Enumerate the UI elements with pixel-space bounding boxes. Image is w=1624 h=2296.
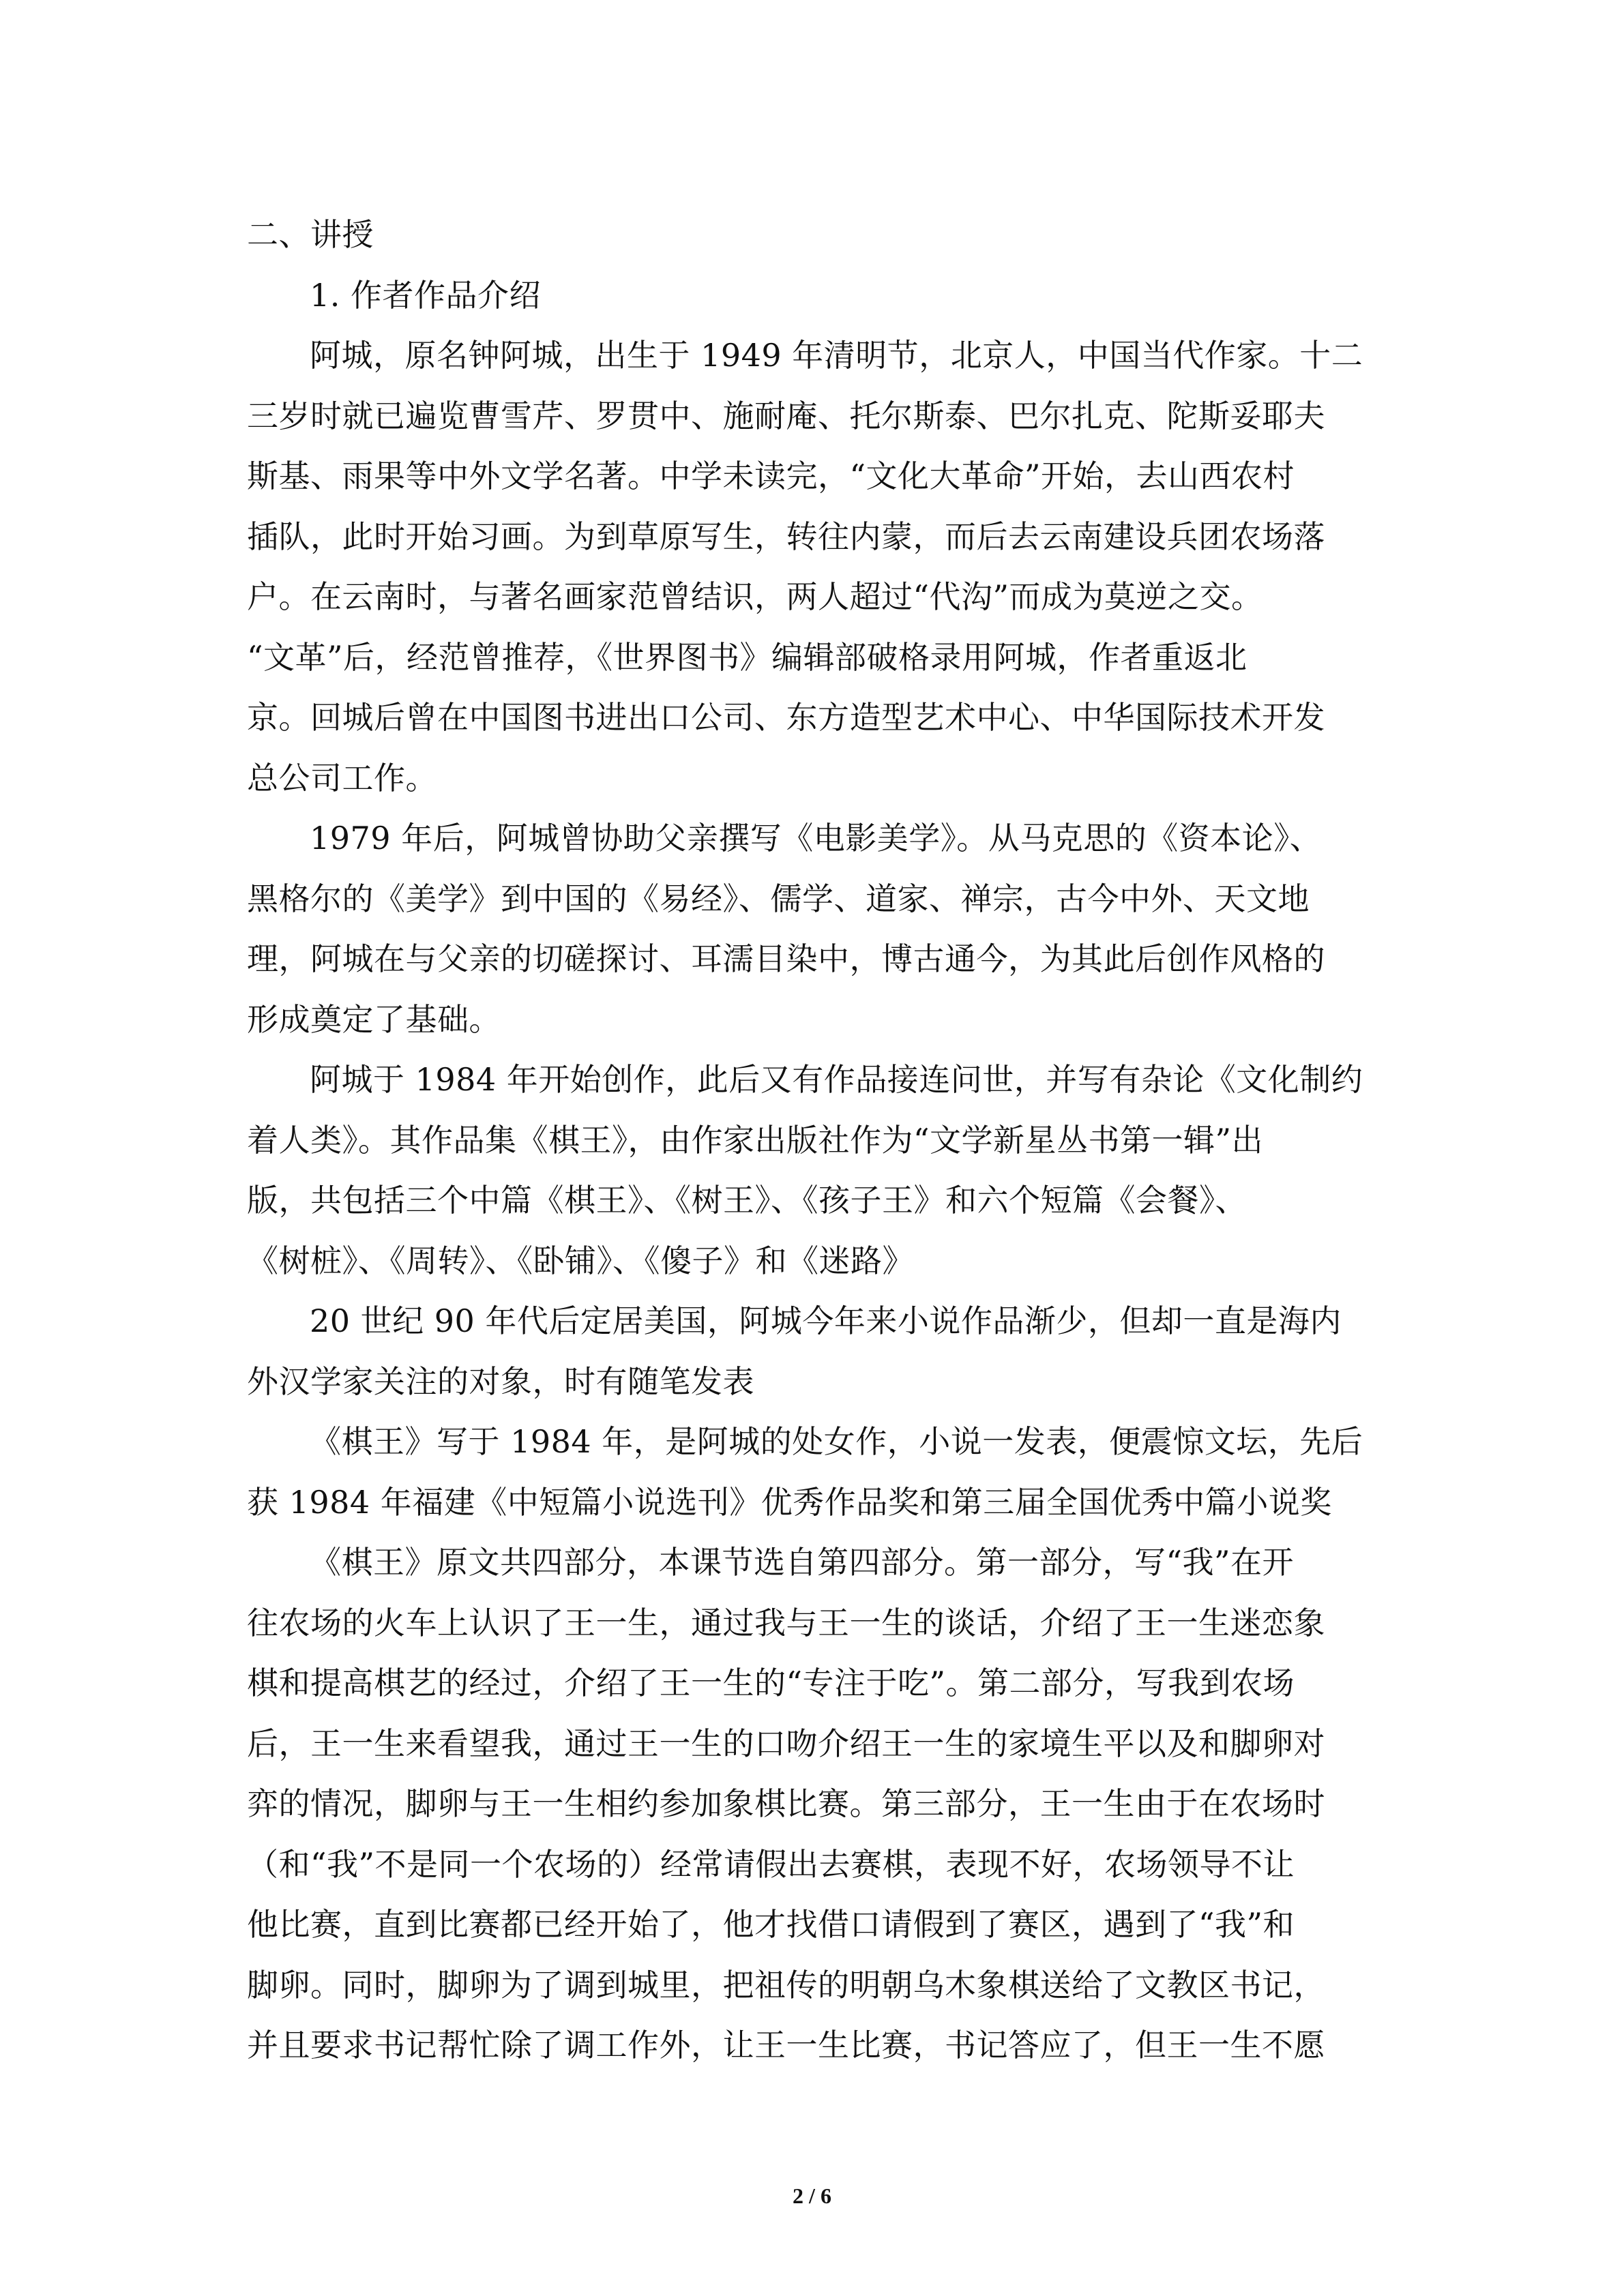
text-line: 二、讲授 (247, 216, 374, 253)
text-line: 阿城于 1984 年开始创作，此后又有作品接连问世，并写有杂论《文化制约 (310, 1061, 1363, 1098)
text-line: 着人类》。其作品集《棋王》，由作家出版社作为“文学新星丛书第一辑”出 (247, 1121, 1264, 1159)
text-line: 并且要求书记帮忙除了调工作外，让王一生比赛，书记答应了，但王一生不愿 (247, 2027, 1325, 2063)
text-line: 总公司工作。 (247, 759, 437, 796)
document-body (247, 205, 1378, 2076)
text-line: 插队，此时开始习画。为到草原写生，转往内蒙，而后去云南建设兵团农场落 (247, 518, 1325, 555)
text-line: 阿城，原名钟阿城，出生于 1949 年清明节，北京人，中国当代作家。十二 (310, 337, 1363, 374)
text-line: 《棋王》原文共四部分，本课节选自第四部分。第一部分，写“我”在开 (310, 1544, 1295, 1581)
text-line: 《棋王》写于 1984 年，是阿城的处女作，小说一发表，便震惊文坛，先后 (310, 1423, 1363, 1460)
text-line: 理，阿城在与父亲的切磋探讨、耳濡目染中，博古通今，为其此后创作风格的 (247, 940, 1325, 977)
text-line: 版，共包括三个中篇《棋王》、《树王》、《孩子王》和六个短篇《会餐》、 (247, 1182, 1247, 1219)
page-number: 2 / 6 (793, 2183, 831, 2208)
text-line: 1. 作者作品介绍 (310, 276, 542, 314)
text-line: 脚卵。同时，脚卵为了调到城里，把祖传的明朝乌木象棋送给了文教区书记， (247, 1966, 1325, 2003)
text-line: 斯基、雨果等中外文学名著。中学未读完，“文化大革命”开始，去山西农村 (247, 458, 1295, 494)
text-line: （和“我”不是同一个农场的）经常请假出去赛棋，表现不好，农场领导不让 (247, 1845, 1295, 1883)
text-line: 后，王一生来看望我，通过王一生的口吻介绍王一生的家境生平以及和脚卵对 (247, 1725, 1325, 1762)
text-line: 形成奠定了基础。 (247, 1000, 501, 1038)
text-line: 20 世纪 90 年代后定居美国，阿城今年来小说作品渐少，但却一直是海内 (310, 1302, 1342, 1339)
text-line: 户。在云南时，与著名画家范曾结识，两人超过“代沟”而成为莫逆之交。 (247, 578, 1263, 615)
text-line: 往农场的火车上认识了王一生，通过我与王一生的谈话，介绍了王一生迷恋象 (247, 1604, 1325, 1641)
text-line: 京。回城后曾在中国图书进出口公司、东方造型艺术中心、中华国际技术开发 (247, 699, 1325, 736)
text-line: “文革”后，经范曾推荐，《世界图书》编辑部破格录用阿城，作者重返北 (247, 638, 1247, 676)
text-line: 获 1984 年福建《中短篇小说选刊》优秀作品奖和第三届全国优秀中篇小说奖 (247, 1483, 1332, 1521)
text-line: 《树桩》、《周转》、《卧铺》、《傻子》和《迷路》 (247, 1242, 914, 1279)
text-line: 三岁时就已遍览曹雪芹、罗贯中、施耐庵、托尔斯泰、巴尔扎克、陀斯妥耶夫 (247, 397, 1325, 434)
text-line: 他比赛，直到比赛都已经开始了，他才找借口请假到了赛区，遇到了“我”和 (247, 1906, 1295, 1943)
text-line: 黑格尔的《美学》到中国的《易经》、儒学、道家、禅宗，古今中外、天文地 (247, 880, 1310, 917)
text-line: 1979 年后，阿城曾协助父亲撰写《电影美学》。从马克思的《资本论》、 (310, 820, 1322, 856)
text-line: 棋和提高棋艺的经过，介绍了王一生的“专注于吃”。第二部分，写我到农场 (247, 1665, 1295, 1701)
text-line: 弈的情况，脚卵与王一生相约参加象棋比赛。第三部分，王一生由于在农场时 (247, 1785, 1325, 1822)
text-line: 外汉学家关注的对象，时有随笔发表 (247, 1362, 754, 1400)
